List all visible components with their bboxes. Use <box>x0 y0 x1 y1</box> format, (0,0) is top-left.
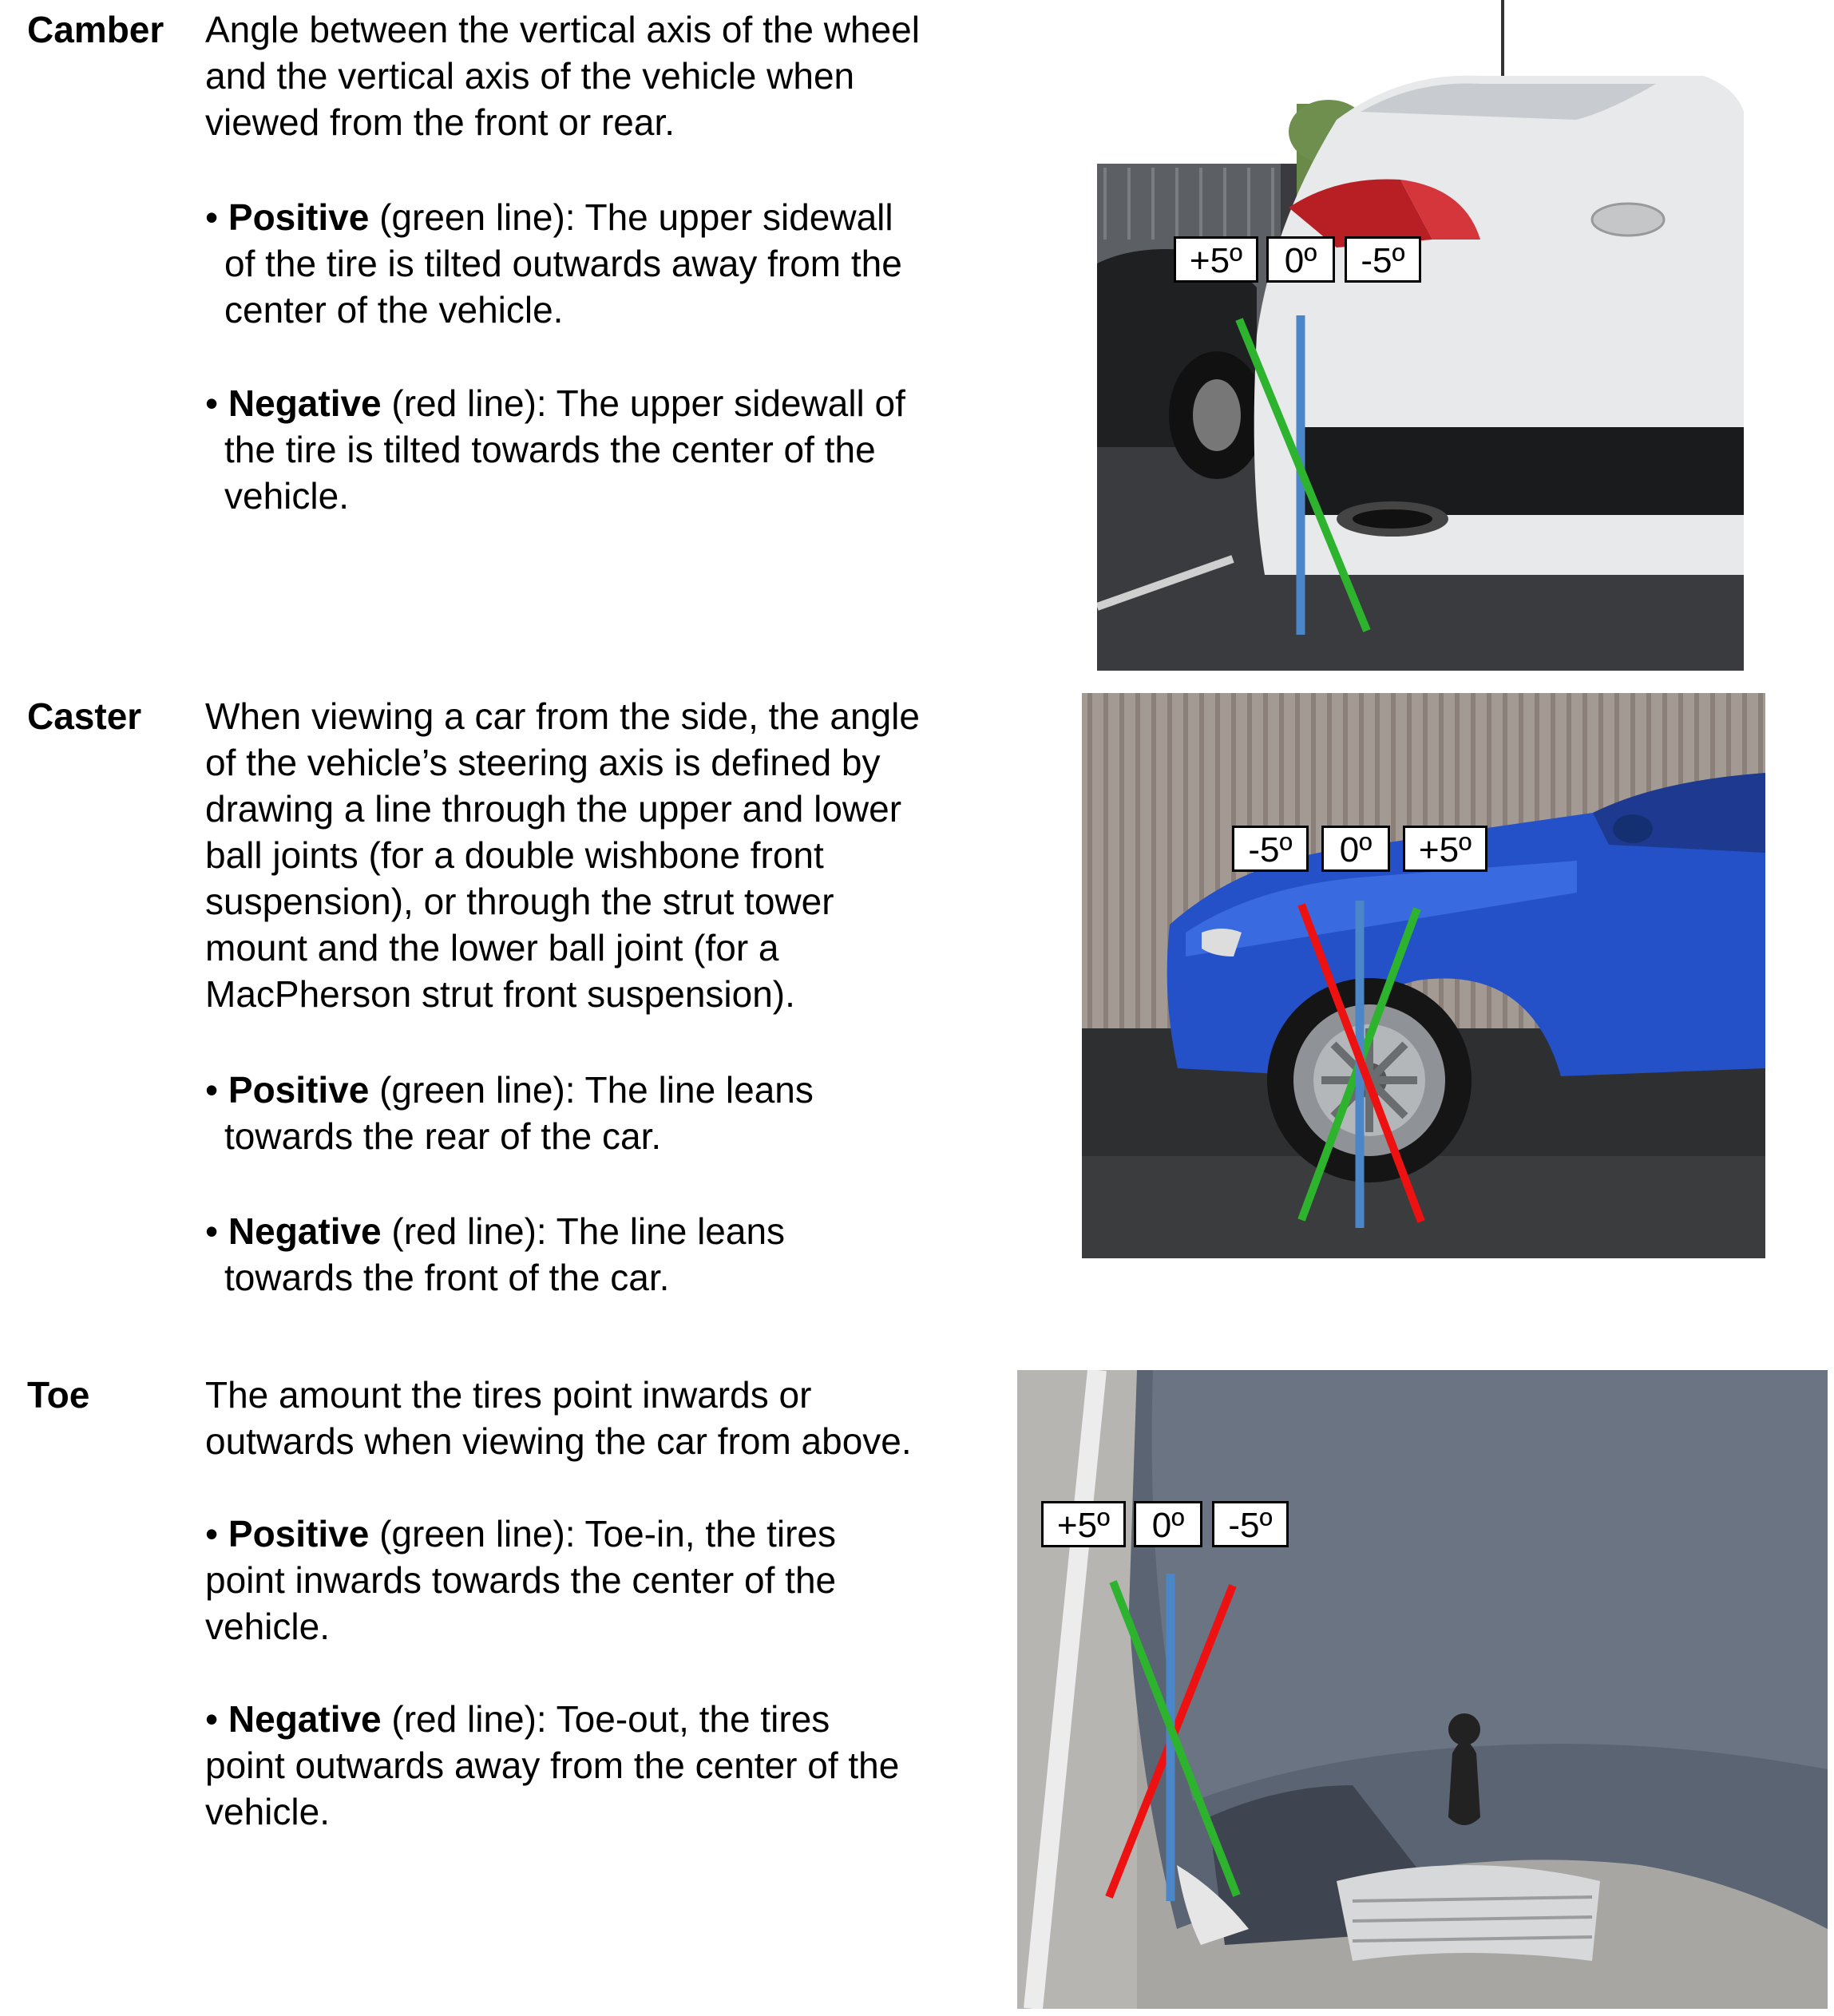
camber-label-plus5: +5º <box>1174 236 1258 283</box>
toe-term: Toe <box>27 1374 90 1416</box>
toe-label-minus5: -5º <box>1212 1501 1289 1547</box>
camber-definition: Angle between the vertical axis of the wheel and the vertical axis of the vehicle when viewed from the front or rear. <box>205 9 920 143</box>
camber-negative-bullet: • Negative (red line): The upper sidewall of the tire is tilted towards the center of the vehicle. <box>205 382 905 517</box>
camber-label-0: 0º <box>1266 236 1335 283</box>
caster-term: Caster <box>27 695 142 737</box>
camber-label-minus5: -5º <box>1345 236 1421 283</box>
camber-photo <box>1097 0 1744 671</box>
camber-car-illustration <box>1097 0 1744 671</box>
caster-photo <box>1082 693 1765 1258</box>
caster-label-0: 0º <box>1321 826 1390 872</box>
caster-positive-bullet: • Positive (green line): The line leans towards the rear of the car. <box>205 1069 814 1157</box>
toe-definition: The amount the tires point inwards or outwards when viewing the car from above. <box>205 1374 912 1462</box>
caster-definition: When viewing a car from the side, the angle of the vehicle’s steering axis is defined by drawing a line through the upper and lower ball joints (for a double wishbone front suspension), or through the strut tower mount and the lower ball joint (for a MacPherson strut front suspension). <box>205 695 920 1015</box>
camber-term: Camber <box>27 9 164 50</box>
caster-negative-bullet: • Negative (red line): The line leans towards the front of the car. <box>205 1210 786 1298</box>
caster-car-illustration <box>1082 693 1765 1258</box>
toe-label-plus5: +5º <box>1041 1501 1126 1547</box>
caster-label-minus5: -5º <box>1232 826 1309 872</box>
toe-negative-bullet: • Negative (red line): Toe-out, the tires point outwards away from the center of the vehicle. <box>205 1698 900 1832</box>
caster-label-plus5: +5º <box>1403 826 1487 872</box>
toe-car-illustration <box>1017 1370 1828 2009</box>
toe-positive-bullet: • Positive (green line): Toe-in, the tires point inwards towards the center of the vehicle. <box>205 1513 837 1647</box>
toe-label-0: 0º <box>1134 1501 1202 1547</box>
toe-photo <box>1017 1370 1828 2009</box>
camber-positive-bullet: • Positive (green line): The upper sidewall of the tire is tilted outwards away from the center of the vehicle. <box>205 196 902 331</box>
